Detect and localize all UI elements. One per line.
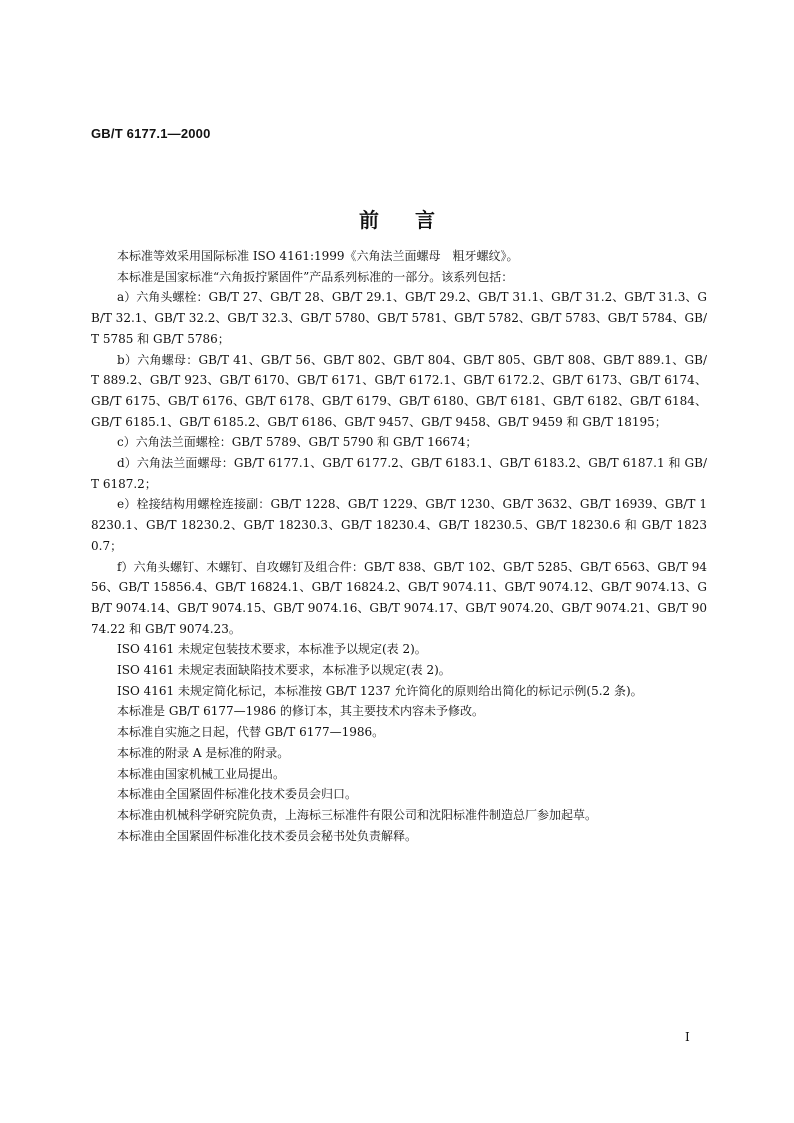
paragraph: 本标准由国家机械工业局提出。 — [117, 766, 286, 781]
foreword-body — [91, 246, 707, 846]
paragraph: ISO 4161 未规定简化标记，本标准按 GB/T 1237 允许简化的原则给出简化的标记示例(5.2 条)。 — [117, 683, 643, 698]
list-item-e: e）栓接结构用螺栓连接副：GB/T 1228、GB/T 1229、GB/T 1230、GB/T 3632、GB/T 16939、GB/T 18230.1、GB/T 18230.2、GB/T 18230.3、GB/T 18230.4、GB/T 18230.5、GB/T 18230.6 和 GB/T 18230.7； — [91, 497, 707, 553]
paragraph: 本标准由全国紧固件标准化技术委员会秘书处负责解释。 — [117, 828, 418, 843]
list-item-f: f）六角头螺钉、木螺钉、自攻螺钉及组合件：GB/T 838、GB/T 102、GB/T 5285、GB/T 6563、GB/T 9456、GB/T 15856.4、GB/T 16824.1、GB/T 16824.2、GB/T 9074.11、GB/T 9074.12、GB/T 9074.13、GB/T 9074.14、GB/T 9074.15、GB/T 9074.16、GB/T 9074.17、GB/T 9074.20、GB/T 9074.21、GB/T 9074.22 和 GB/T 9074.23。 — [91, 559, 707, 636]
paragraph: 本标准由机械科学研究院负责，上海标三标准件有限公司和沈阳标准件制造总厂参加起草。 — [117, 807, 598, 822]
paragraph: 本标准等效采用国际标准 ISO 4161:1999《六角法兰面螺母 粗牙螺纹》。 — [117, 249, 519, 263]
standard-number: GB/T 6177.1—2000 — [91, 126, 211, 141]
paragraph: 本标准由全国紧固件标准化技术委员会归口。 — [117, 787, 358, 802]
list-item-c: c）六角法兰面螺栓：GB/T 5789、GB/T 5790 和 GB/T 16674； — [117, 435, 478, 450]
list-item-b: b）六角螺母：GB/T 41、GB/T 56、GB/T 802、GB/T 804、GB/T 805、GB/T 808、GB/T 889.1、GB/T 889.2、GB/T 923、GB/T 6170、GB/T 6171、GB/T 6172.1、GB/T 6172.2、GB/T 6173、GB/T 6174、GB/T 6175、GB/T 6176、GB/T 6178、GB/T 6179、GB/T 6180、GB/T 6181、GB/T 6182、GB/T 6184、GB/T 6185.1、GB/T 6185.2、GB/T 6186、GB/T 9457、GB/T 9458、GB/T 9459 和 GB/T 18195； — [91, 352, 707, 429]
list-item-d: d）六角法兰面螺母：GB/T 6177.1、GB/T 6177.2、GB/T 6183.1、GB/T 6183.2、GB/T 6187.1 和 GB/T 6187.2； — [91, 456, 707, 491]
paragraph: 本标准是 GB/T 6177—1986 的修订本，其主要技术内容未予修改。 — [117, 704, 484, 719]
paragraph: 本标准的附录 A 是标准的附录。 — [117, 745, 290, 760]
page-title: 前言 — [359, 208, 471, 232]
paragraph: ISO 4161 未规定表面缺陷技术要求，本标准予以规定(表 2)。 — [117, 663, 451, 678]
paragraph: 本标准自实施之日起，代替 GB/T 6177—1986。 — [117, 725, 385, 740]
page-number: I — [685, 1030, 690, 1044]
paragraph: ISO 4161 未规定包装技术要求，本标准予以规定(表 2)。 — [117, 642, 427, 657]
list-item-a: a）六角头螺栓：GB/T 27、GB/T 28、GB/T 29.1、GB/T 29.2、GB/T 31.1、GB/T 31.2、GB/T 31.3、GB/T 32.1、GB/T 32.2、GB/T 32.3、GB/T 5780、GB/T 5781、GB/T 5782、GB/T 5783、GB/T 5784、GB/T 5785 和 GB/T 5786； — [91, 290, 707, 346]
paragraph: 本标准是国家标准“六角扳拧紧固件”产品系列标准的一部分。该系列包括： — [117, 269, 514, 284]
